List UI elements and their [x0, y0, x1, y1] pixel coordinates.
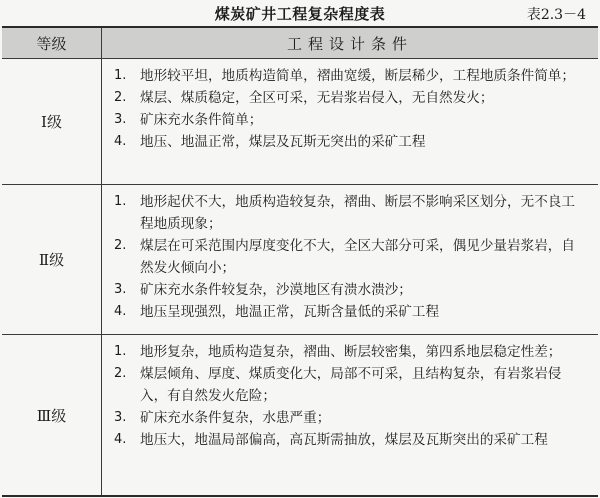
- condition-item: [114, 235, 588, 279]
- conditions-cell: [102, 59, 598, 184]
- item-number: 3.: [114, 112, 127, 127]
- condition-item: [114, 363, 588, 407]
- item-text: 地形复杂，地质构造复杂，褶曲、断层较密集，第四系地层稳定性差；: [140, 344, 562, 360]
- item-text: 地压、地温正常，煤层及瓦斯无突出的采矿工程: [140, 134, 426, 150]
- item-number: 2.: [114, 366, 127, 381]
- item-number: 4.: [114, 134, 127, 149]
- conditions-cell: [102, 335, 598, 495]
- item-number: 3.: [114, 410, 127, 425]
- table-title: 煤炭矿井工程复杂程度表: [214, 5, 386, 23]
- item-number: 4.: [114, 304, 127, 319]
- condition-item: [114, 407, 588, 429]
- header-level: 等级: [2, 28, 102, 58]
- item-number: 3.: [114, 282, 127, 297]
- caption-row: [0, 0, 600, 26]
- condition-item: [114, 65, 588, 87]
- item-number: 2.: [114, 238, 127, 253]
- table-number: 表2.3－4: [526, 7, 586, 23]
- condition-item: [114, 131, 588, 153]
- item-text: 地形较平坦，地质构造简单，褶曲宽缓，断层稀少，工程地质条件简单；: [140, 68, 575, 84]
- level-cell: Ⅱ级: [2, 185, 102, 334]
- item-text: 矿床充水条件较复杂，沙漠地区有溃水溃沙；: [140, 282, 412, 298]
- complexity-table: [2, 26, 598, 497]
- item-text: 矿床充水条件复杂，水患严重；: [140, 410, 331, 426]
- item-text: 地压大，地温局部偏高，高瓦斯需抽放，煤层及瓦斯突出的采矿工程: [140, 432, 548, 448]
- item-text: 地压呈现强烈，地温正常，瓦斯含量低的采矿工程: [140, 304, 440, 320]
- condition-item: [114, 279, 588, 301]
- condition-item: [114, 429, 588, 451]
- condition-item: [114, 109, 588, 131]
- table-row: [2, 335, 598, 495]
- item-text: 煤层、煤质稳定，全区可采，无岩浆岩侵入，无自然发火；: [140, 90, 494, 106]
- level-cell: Ⅲ级: [2, 335, 102, 495]
- condition-item: [114, 301, 588, 323]
- item-number: 1.: [114, 194, 127, 209]
- table-row: [2, 59, 598, 185]
- table-header: [2, 28, 598, 59]
- conditions-cell: [102, 185, 598, 334]
- item-number: 4.: [114, 432, 127, 447]
- condition-item: [114, 341, 588, 363]
- condition-item: [114, 87, 588, 109]
- item-number: 1.: [114, 68, 127, 83]
- item-number: 2.: [114, 90, 127, 105]
- item-text: 煤层倾角、厚度、煤质变化大，局部不可采，且结构复杂，有岩浆岩侵入，有自然发火危险；: [140, 366, 562, 404]
- header-conditions: [102, 28, 598, 58]
- item-text: 地形起伏不大，地质构造较复杂，褶曲、断层不影响采区划分，无不良工程地质现象；: [140, 194, 575, 232]
- item-number: 1.: [114, 344, 127, 359]
- condition-item: [114, 191, 588, 235]
- level-cell: Ⅰ级: [2, 59, 102, 184]
- header-conditions-label: 工程设计条件: [286, 34, 413, 53]
- item-text: 煤层在可采范围内厚度变化不大，全区大部分可采，偶见少量岩浆岩，自然发火倾向小；: [140, 238, 575, 276]
- table-row: [2, 185, 598, 335]
- item-text: 矿床充水条件简单；: [140, 112, 263, 128]
